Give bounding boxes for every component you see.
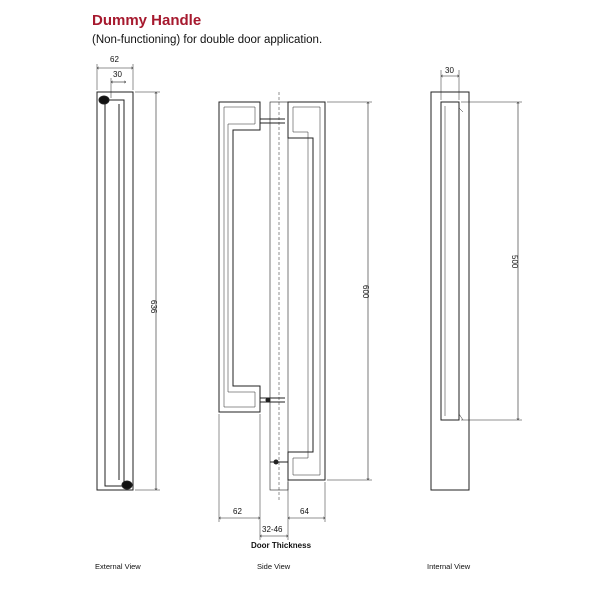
side-door xyxy=(270,102,288,490)
dim-30-internal: 30 xyxy=(445,66,454,75)
dim-30-external: 30 xyxy=(113,70,122,79)
internal-view xyxy=(431,70,522,490)
dim-62-side: 62 xyxy=(233,507,242,516)
dim-62-external: 62 xyxy=(110,55,119,64)
page-title: Dummy Handle xyxy=(92,12,202,29)
side-right-handle xyxy=(288,102,325,480)
external-top-fixing xyxy=(99,96,109,104)
internal-handle-bar xyxy=(441,102,459,420)
internal-view-label: Internal View xyxy=(427,562,471,571)
dim-32-46: 32-46 xyxy=(262,525,283,534)
external-bottom-fixing xyxy=(122,481,132,489)
external-outer-plate xyxy=(97,92,133,490)
dim-636: 636 xyxy=(149,300,158,314)
dim-64: 64 xyxy=(300,507,309,516)
side-view-label: Side View xyxy=(257,562,291,571)
internal-outer-plate xyxy=(431,92,469,490)
side-view xyxy=(219,92,372,540)
external-view-label: External View xyxy=(95,562,141,571)
page-subtitle: (Non-functioning) for double door application. xyxy=(92,34,323,46)
external-handle-bar xyxy=(105,100,124,486)
dim-600: 600 xyxy=(361,285,370,299)
dim-500: 500 xyxy=(510,255,519,269)
side-left-handle xyxy=(219,102,260,412)
external-view xyxy=(97,64,160,490)
door-thickness-label: Door Thickness xyxy=(251,541,312,550)
